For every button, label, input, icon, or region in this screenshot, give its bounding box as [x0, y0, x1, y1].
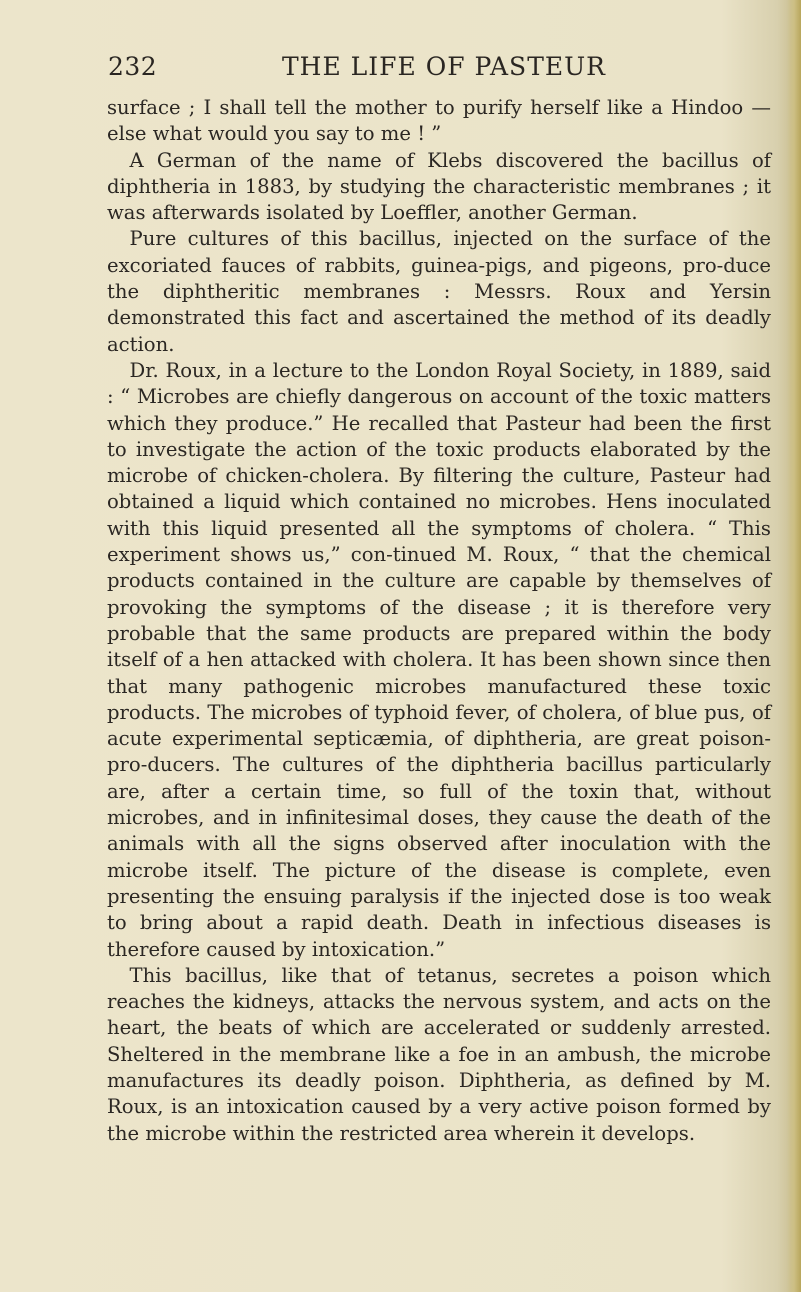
paragraph-klebs: A German of the name of Klebs discovered the bacillus of diphtheria in 1883, by studying the characteristic membranes ; it was afterwards isolated by Loeffler, another German. [107, 148, 771, 225]
paragraph-bacillus-poison: This bacillus, like that of tetanus, secretes a poison which reaches the kidneys, attacks the nervous system, and acts on the heart, the beats of which are accelerated or suddenly arrested. Sheltered in the membrane like a foe in an ambush, the microbe manufactures its deadly poison. Diphtheria, as defined by M. Roux, is an intoxication caused by a very active poison formed by the microbe within the restricted area wherein it develops. [107, 963, 771, 1145]
paragraph-continued: surface ; I shall tell the mother to purify herself like a Hindoo —else what would you say to me ! ” [107, 96, 771, 146]
body-text [107, 95, 771, 1147]
page-number: 232 [108, 52, 158, 81]
running-title: THE LIFE OF PASTEUR [282, 52, 607, 81]
page-header [108, 52, 768, 88]
page-edge-shadow [787, 0, 801, 1292]
paragraph-pure-cultures: Pure cultures of this bacillus, injected on the surface of the excoriated fauces of rabbits, guinea-pigs, and pigeons, pro-duce the diphtheritic membranes : Messrs. Roux and Yersin demonstrated this fact and ascertained the method of its deadly action. [107, 227, 771, 356]
paragraph-roux-lecture: Dr. Roux, in a lecture to the London Royal Society, in 1889, said : “ Microbes are chiefly dangerous on account of the toxic matters which they produce.” He recalled that Pasteur had been the first to investigate the action of the toxic products elaborated by the microbe of chicken-cholera. By filtering the culture, Pasteur had obtained a liquid which contained no microbes. Hens inoculated with this liquid presented all the symptoms of cholera. “ This experiment shows us,” con-tinued M. Roux, “ that the chemical products contained in the culture are capable by themselves of provoking the symptoms of the disease ; it is therefore very probable that the same products are prepared within the body itself of a hen attacked with cholera. It has been shown since then that many pathogenic microbes manufactured these toxic products. The microbes of typhoid fever, of cholera, of blue pus, of acute experimental septicæmia, of diphtheria, are great poison-pro-ducers. The cultures of the diphtheria bacillus particularly are, after a certain time, so full of the toxin that, without microbes, and in infinitesimal doses, they cause the death of the animals with all the signs observed after inoculation with the microbe itself. The picture of the disease is complete, even presenting the ensuing paralysis if the injected dose is too weak to bring about a rapid death. Death in infectious diseases is therefore caused by intoxication.” [107, 358, 771, 961]
